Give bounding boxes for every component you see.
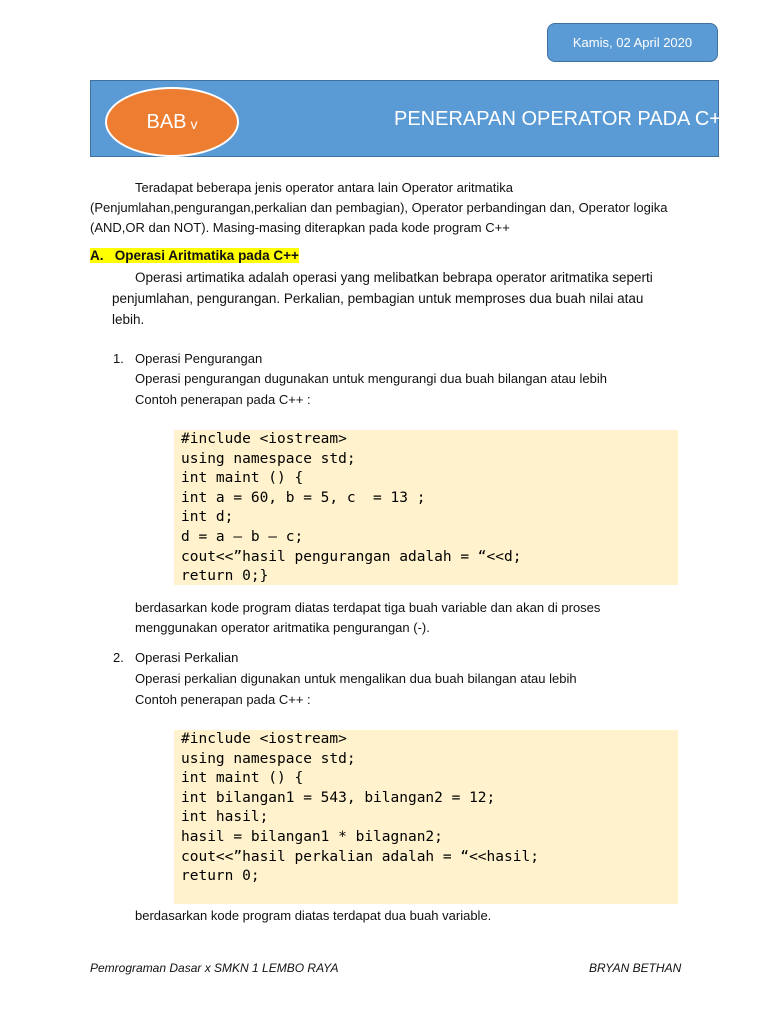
item-1-note-line-2: menggunakan operator aritmatika pengurangan (-). (135, 620, 430, 635)
code-line: int maint () { (181, 470, 304, 487)
footer-author: BRYAN BETHAN (589, 961, 682, 975)
section-title: Operasi Aritmatika pada C++ (114, 248, 299, 263)
intro-line-2: (Penjumlahan,pengurangan,perkalian dan pembagian), Operator perbandingan dan, Operator logika (90, 200, 668, 215)
intro-line-1: Teradapat beberapa jenis operator antara lain Operator aritmatika (135, 180, 513, 195)
item-1-title: Operasi Pengurangan (135, 351, 263, 366)
section-number: A. (90, 248, 104, 263)
code-line: int bilangan1 = 543, bilangan2 = 12; (181, 789, 496, 806)
section-heading (90, 247, 299, 265)
section-para-line-3: lebih. (112, 312, 145, 327)
code-block-multiplication (174, 730, 678, 904)
item-2-number: 2. (113, 650, 124, 665)
code-line: int d; (181, 509, 234, 526)
item-2-title: Operasi Perkalian (135, 650, 239, 665)
item-1-note-line-1: berdasarkan kode program diatas terdapat tiga buah variable dan akan di proses (135, 600, 601, 615)
code-line: cout<<”hasil pengurangan adalah = “<<d; (181, 548, 522, 565)
code-line: using namespace std; (181, 450, 356, 467)
date-text: Kamis, 02 April 2020 (572, 35, 693, 50)
code-line: int hasil; (181, 809, 269, 826)
code-line: d = a – b – c; (181, 528, 304, 545)
code-line: int maint () { (181, 770, 304, 787)
code-block-subtraction (174, 430, 678, 585)
date-box (547, 23, 718, 62)
item-2-desc: Operasi perkalian digunakan untuk mengalikan dua buah bilangan atau lebih (135, 671, 577, 686)
section-para-line-1: Operasi artimatika adalah operasi yang melibatkan bebrapa operator aritmatika seperti (135, 270, 653, 285)
code-line: hasil = bilangan1 * bilagnan2; (181, 828, 443, 845)
code-line: int a = 60, b = 5, c = 13 ; (181, 489, 426, 506)
item-1-number: 1. (113, 351, 124, 366)
footer-course: Pemrograman Dasar x SMKN 1 LEMBO RAYA (90, 961, 339, 975)
code-line: cout<<”hasil perkalian adalah = “<<hasil; (181, 848, 539, 865)
chapter-badge (105, 87, 239, 157)
chapter-badge-label: BAB (146, 110, 187, 133)
chapter-badge-number: v (190, 116, 198, 132)
item-2-note-line-1: berdasarkan kode program diatas terdapat dua buah variable. (135, 908, 492, 923)
item-2-example-label: Contoh penerapan pada C++ : (135, 692, 311, 707)
code-line: return 0;} (181, 568, 269, 585)
item-1-example-label: Contoh penerapan pada C++ : (135, 392, 311, 407)
code-line: return 0; (181, 868, 260, 885)
code-line: #include <iostream> (181, 431, 347, 447)
section-para-line-2: penjumlahan, pengurangan. Perkalian, pembagian untuk memproses dua buah nilai atau (112, 291, 644, 306)
code-line: #include <iostream> (181, 731, 347, 747)
code-line: using namespace std; (181, 750, 356, 767)
chapter-title: PENERAPAN OPERATOR PADA C++ (394, 108, 733, 130)
intro-line-3: (AND,OR dan NOT). Masing-masing diterapkan pada kode program C++ (90, 220, 510, 235)
item-1-desc: Operasi pengurangan dugunakan untuk mengurangi dua buah bilangan atau lebih (135, 371, 607, 386)
